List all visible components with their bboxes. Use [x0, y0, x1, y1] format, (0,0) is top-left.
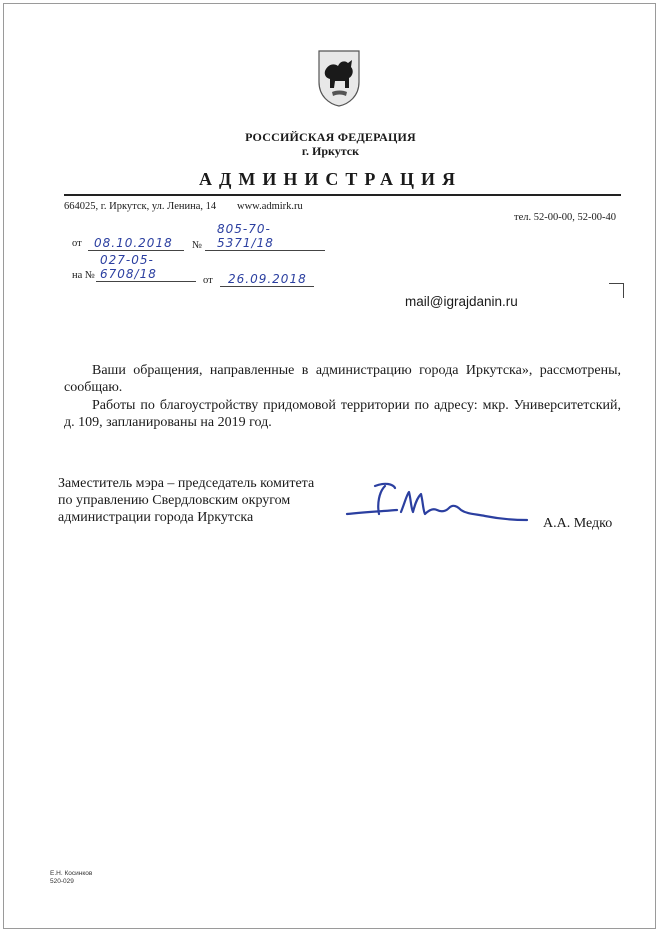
letterhead-website: www.admirk.ru [237, 201, 303, 212]
position-line: Заместитель мэра – председатель комитета [58, 476, 315, 491]
letterhead-title: АДМИНИСТРАЦИЯ [198, 169, 463, 189]
recipient-email: mail@igrajdanin.ru [405, 294, 518, 309]
body-paragraph: Ваши обращения, направленные в администрацию города Иркутска», рассмотрены, сообщаю. [64, 363, 621, 395]
date-label: от [72, 238, 82, 249]
reply-date: 26.09.2018 [228, 272, 307, 286]
position-line: по управлению Свердловским округом [58, 493, 291, 508]
letterhead-address: 664025, г. Иркутск, ул. Ленина, 14 [64, 201, 217, 212]
executor-phone: 520-029 [50, 878, 74, 885]
handwritten-signature [345, 478, 535, 530]
number-field [205, 222, 325, 251]
signatory-position [58, 475, 314, 526]
executor-name: Е.Н. Косинков [50, 870, 93, 877]
address-corner-mark [609, 283, 624, 298]
outgoing-date: 08.10.2018 [94, 236, 173, 250]
city-heading: г. Иркутск [301, 144, 360, 158]
outgoing-number: 805-70-5371/18 [217, 222, 274, 250]
reply-number-label: на № [72, 270, 95, 281]
country-heading: РОССИЙСКАЯ ФЕДЕРАЦИЯ [245, 130, 416, 144]
reply-number: 027-05-6708/18 [100, 253, 157, 281]
irkutsk-coat-of-arms-icon [316, 48, 362, 108]
date-field [88, 236, 184, 251]
signatory-name: А.А. Медко [543, 516, 613, 531]
letterhead-divider [64, 194, 621, 196]
reply-number-field [96, 253, 196, 282]
body-paragraph: Работы по благоустройству придомовой территории по адресу: мкр. Университетский, д. 109, запланированы на 2019 год. [64, 398, 621, 430]
reply-date-label: от [203, 275, 213, 286]
letterhead-phone: тел. 52-00-00, 52-00-40 [514, 212, 616, 223]
number-label: № [192, 240, 203, 251]
reply-date-field [220, 272, 314, 287]
position-line: администрации города Иркутска [58, 510, 254, 525]
